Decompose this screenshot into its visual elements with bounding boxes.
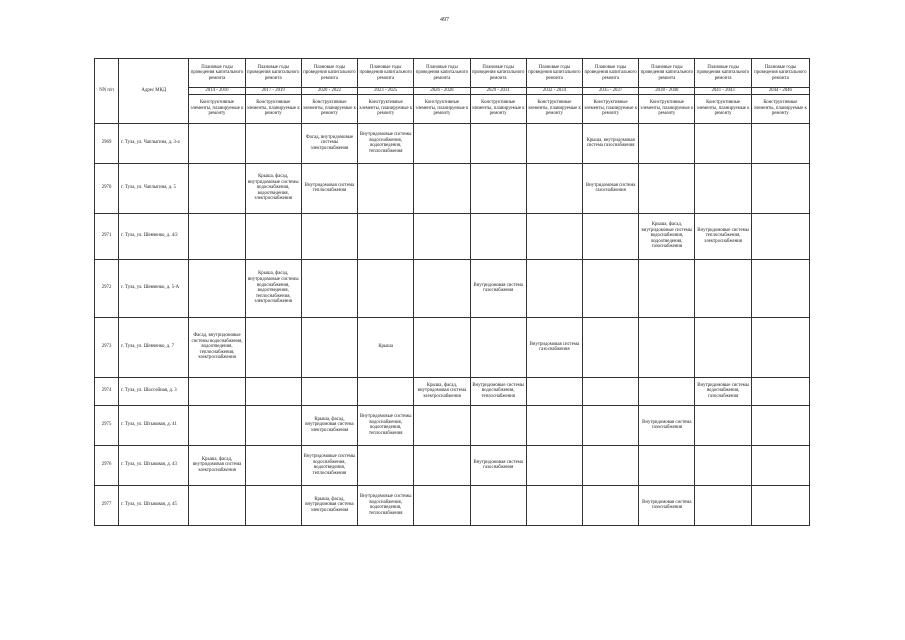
repair-elements-cell: Внутридомовая система теплоснабжения xyxy=(301,163,357,213)
period-caption: Плановые годы проведения капитального ремонта xyxy=(245,59,301,88)
repair-elements-cell xyxy=(414,123,470,163)
repair-elements-cell: Внутридомовая система газоснабжения xyxy=(639,405,695,445)
repair-elements-cell xyxy=(245,123,301,163)
repair-elements-cell: Внутридомовые системы водоснабжения, газоснабжения xyxy=(695,377,751,405)
period-years: 2041 - 2043 xyxy=(695,88,751,95)
repair-elements-cell xyxy=(414,213,470,259)
table-row xyxy=(95,123,810,163)
repair-elements-cell: Внутридомовая система газоснабжения xyxy=(470,445,526,485)
period-caption: Плановые годы проведения капитального ремонта xyxy=(695,59,751,88)
row-address: г. Тула, ул. Штыковая, д. 43 xyxy=(119,445,189,485)
repair-elements-cell xyxy=(583,213,639,259)
row-address: г. Тула, ул. Чаплыгина, д. 5 xyxy=(119,163,189,213)
repair-elements-cell xyxy=(583,259,639,317)
repair-elements-cell xyxy=(414,259,470,317)
repair-elements-cell xyxy=(358,445,414,485)
period-years: 2014 - 2016 xyxy=(189,88,245,95)
row-number: 2974 xyxy=(95,377,119,405)
repair-elements-cell xyxy=(583,405,639,445)
repair-elements-cell xyxy=(414,317,470,377)
repair-elements-cell xyxy=(639,317,695,377)
repair-elements-cell xyxy=(695,445,751,485)
repair-elements-cell: Фасад, внутридомовые системы электроснабжения xyxy=(301,123,357,163)
repair-elements-cell xyxy=(189,213,245,259)
period-years: 2029 - 2031 xyxy=(470,88,526,95)
elements-caption: Конструктивные элементы, планируемые к ремонту xyxy=(189,94,245,123)
repair-elements-cell: Крыша, фасад, внутридомовые системы водоснабжения, водоотведения, теплоснабжения, электроснабжения xyxy=(245,259,301,317)
capital-repair-table xyxy=(94,58,810,526)
repair-elements-cell xyxy=(526,377,582,405)
repair-elements-cell xyxy=(526,485,582,525)
repair-elements-cell xyxy=(639,163,695,213)
row-address: г. Тула, ул. Шоссейная, д. 3 xyxy=(119,377,189,405)
repair-elements-cell xyxy=(414,163,470,213)
repair-elements-cell xyxy=(470,163,526,213)
repair-elements-cell xyxy=(189,405,245,445)
row-number: 2971 xyxy=(95,213,119,259)
repair-elements-cell: Внутридомовые системы теплоснабжения, электроснабжения xyxy=(695,213,751,259)
elements-caption: Конструктивные элементы, планируемые к ремонту xyxy=(301,94,357,123)
period-years: 2020 - 2022 xyxy=(301,88,357,95)
repair-elements-cell: Крыша, фасад, внутридомовая система электроснабжения xyxy=(301,405,357,445)
elements-caption: Конструктивные элементы, планируемые к ремонту xyxy=(751,94,809,123)
repair-elements-cell xyxy=(470,317,526,377)
repair-elements-cell: Крыша, фасад, внутридомовая система электроснабжения xyxy=(189,445,245,485)
period-caption: Плановые годы проведения капитального ремонта xyxy=(358,59,414,88)
repair-elements-cell xyxy=(583,377,639,405)
period-caption: Плановые годы проведения капитального ремонта xyxy=(583,59,639,88)
period-caption: Плановые годы проведения капитального ремонта xyxy=(526,59,582,88)
repair-elements-cell xyxy=(526,405,582,445)
repair-elements-cell xyxy=(583,445,639,485)
repair-elements-cell xyxy=(414,445,470,485)
repair-elements-cell xyxy=(751,485,809,525)
period-caption: Плановые годы проведения капитального ремонта xyxy=(751,59,809,88)
row-address: г. Тула, ул. Шевченко, д. 5-А xyxy=(119,259,189,317)
repair-elements-cell: Внутридомовые системы водоснабжения, теплоснабжения xyxy=(470,377,526,405)
page-number: 497 xyxy=(440,17,449,23)
repair-elements-cell xyxy=(583,485,639,525)
period-years: 2023 - 2025 xyxy=(358,88,414,95)
repair-elements-cell xyxy=(189,485,245,525)
repair-elements-cell: Крыша, фасад, внутридомовая система электроснабжения xyxy=(301,485,357,525)
table-row xyxy=(95,213,810,259)
period-years: 2032 - 2034 xyxy=(526,88,582,95)
repair-elements-cell xyxy=(751,123,809,163)
repair-elements-cell xyxy=(751,377,809,405)
row-number: 2972 xyxy=(95,259,119,317)
repair-elements-cell xyxy=(751,445,809,485)
repair-elements-cell xyxy=(526,445,582,485)
address-header: Адрес МКД xyxy=(119,59,189,124)
repair-elements-cell xyxy=(245,445,301,485)
repair-elements-cell: Внутридомовые системы водоснабжения, водоотведения, теплоснабжения xyxy=(301,445,357,485)
repair-elements-cell xyxy=(639,377,695,405)
repair-elements-cell xyxy=(639,445,695,485)
repair-elements-cell xyxy=(526,213,582,259)
row-number: 2977 xyxy=(95,485,119,525)
repair-elements-cell xyxy=(526,259,582,317)
repair-elements-cell xyxy=(358,259,414,317)
repair-elements-cell xyxy=(189,163,245,213)
row-address: г. Тула, ул. Штыковая, д. 41 xyxy=(119,405,189,445)
repair-elements-cell xyxy=(695,485,751,525)
row-number: 2973 xyxy=(95,317,119,377)
repair-elements-cell xyxy=(245,377,301,405)
repair-elements-cell: Крыша, внутридомовая система газоснабжения xyxy=(583,123,639,163)
repair-elements-cell xyxy=(751,163,809,213)
repair-elements-cell xyxy=(189,123,245,163)
repair-elements-cell xyxy=(470,485,526,525)
table-row xyxy=(95,317,810,377)
row-number: 2975 xyxy=(95,405,119,445)
period-caption: Плановые годы проведения капитального ремонта xyxy=(189,59,245,88)
repair-elements-cell xyxy=(301,213,357,259)
repair-elements-cell xyxy=(414,485,470,525)
repair-elements-cell xyxy=(526,123,582,163)
repair-elements-cell xyxy=(695,317,751,377)
repair-elements-cell: Фасад, внутридомовые системы водоснабжения, водоотведения, теплоснабжения, электроснабжения xyxy=(189,317,245,377)
table-row xyxy=(95,163,810,213)
repair-elements-cell xyxy=(245,317,301,377)
repair-elements-cell xyxy=(751,259,809,317)
repair-elements-cell xyxy=(189,259,245,317)
row-address: г. Тула, ул. Штыковая, д. 45 xyxy=(119,485,189,525)
table-row xyxy=(95,377,810,405)
repair-elements-cell xyxy=(695,405,751,445)
repair-elements-cell xyxy=(245,213,301,259)
repair-elements-cell xyxy=(358,163,414,213)
period-caption: Плановые годы проведения капитального ремонта xyxy=(301,59,357,88)
repair-elements-cell xyxy=(301,259,357,317)
row-number: 2969 xyxy=(95,123,119,163)
period-years: 2026 - 2028 xyxy=(414,88,470,95)
repair-elements-cell xyxy=(470,213,526,259)
repair-elements-cell xyxy=(189,377,245,405)
row-number: 2976 xyxy=(95,445,119,485)
elements-caption: Конструктивные элементы, планируемые к ремонту xyxy=(414,94,470,123)
repair-elements-cell: Внутридомовые системы водоснабжения, водоотведения, теплоснабжения xyxy=(358,405,414,445)
period-years: 2035 - 2037 xyxy=(583,88,639,95)
repair-elements-cell xyxy=(245,405,301,445)
period-caption: Плановые годы проведения капитального ремонта xyxy=(414,59,470,88)
repair-elements-cell xyxy=(695,259,751,317)
repair-elements-cell xyxy=(358,213,414,259)
repair-elements-cell xyxy=(751,317,809,377)
repair-elements-cell xyxy=(470,405,526,445)
row-address: г. Тула, ул. Чаплыгина, д. 3-а xyxy=(119,123,189,163)
repair-elements-cell xyxy=(695,163,751,213)
repair-elements-cell xyxy=(470,123,526,163)
period-caption: Плановые годы проведения капитального ремонта xyxy=(639,59,695,88)
row-address: г. Тула, ул. Шевченко, д. 7 xyxy=(119,317,189,377)
period-years: 2038 - 2040 xyxy=(639,88,695,95)
repair-elements-cell: Крыша xyxy=(358,317,414,377)
period-years: 2044 - 2046 xyxy=(751,88,809,95)
repair-elements-cell xyxy=(526,163,582,213)
repair-elements-cell xyxy=(639,259,695,317)
repair-elements-cell: Крыша, фасад, внутридомовые системы водоснабжения, водоотведения, электроснабжения xyxy=(245,163,301,213)
repair-elements-cell xyxy=(301,317,357,377)
repair-elements-cell: Внутридомовая система газоснабжения xyxy=(470,259,526,317)
elements-caption: Конструктивные элементы, планируемые к ремонту xyxy=(526,94,582,123)
elements-caption: Конструктивные элементы, планируемые к ремонту xyxy=(583,94,639,123)
elements-caption: Конструктивные элементы, планируемые к ремонту xyxy=(358,94,414,123)
repair-elements-cell xyxy=(751,213,809,259)
repair-elements-cell xyxy=(414,405,470,445)
repair-elements-cell: Внутридомовая система газоснабжения xyxy=(583,163,639,213)
repair-elements-cell xyxy=(751,405,809,445)
repair-elements-cell: Внутридомовые системы водоснабжения, водоотведения, теплоснабжения xyxy=(358,485,414,525)
repair-elements-cell: Крыша, фасад, внутридомовые системы водоснабжения, водоотведения, газоснабжения xyxy=(639,213,695,259)
table-row xyxy=(95,405,810,445)
repair-elements-cell xyxy=(583,317,639,377)
period-years: 2017 - 2019 xyxy=(245,88,301,95)
elements-caption: Конструктивные элементы, планируемые к ремонту xyxy=(245,94,301,123)
table-row xyxy=(95,445,810,485)
repair-elements-cell: Внутридомовая система газоснабжения xyxy=(639,485,695,525)
repair-elements-cell: Внутридомовая система газоснабжения xyxy=(526,317,582,377)
nn-header: NN п/п xyxy=(95,59,119,124)
elements-caption: Конструктивные элементы, планируемые к ремонту xyxy=(695,94,751,123)
repair-elements-cell xyxy=(245,485,301,525)
repair-elements-cell: Крыша, фасад, внутридомовая система электроснабжения xyxy=(414,377,470,405)
elements-caption: Конструктивные элементы, планируемые к ремонту xyxy=(639,94,695,123)
repair-elements-cell xyxy=(301,377,357,405)
repair-elements-cell xyxy=(639,123,695,163)
repair-elements-cell xyxy=(358,377,414,405)
table-row xyxy=(95,485,810,525)
table-row xyxy=(95,259,810,317)
row-address: г. Тула, ул. Шевченко, д. 4/2 xyxy=(119,213,189,259)
period-caption: Плановые годы проведения капитального ремонта xyxy=(470,59,526,88)
repair-elements-cell xyxy=(695,123,751,163)
row-number: 2970 xyxy=(95,163,119,213)
elements-caption: Конструктивные элементы, планируемые к ремонту xyxy=(470,94,526,123)
repair-elements-cell: Внутридомовые системы водоснабжения, водоотведения, теплоснабжения xyxy=(358,123,414,163)
